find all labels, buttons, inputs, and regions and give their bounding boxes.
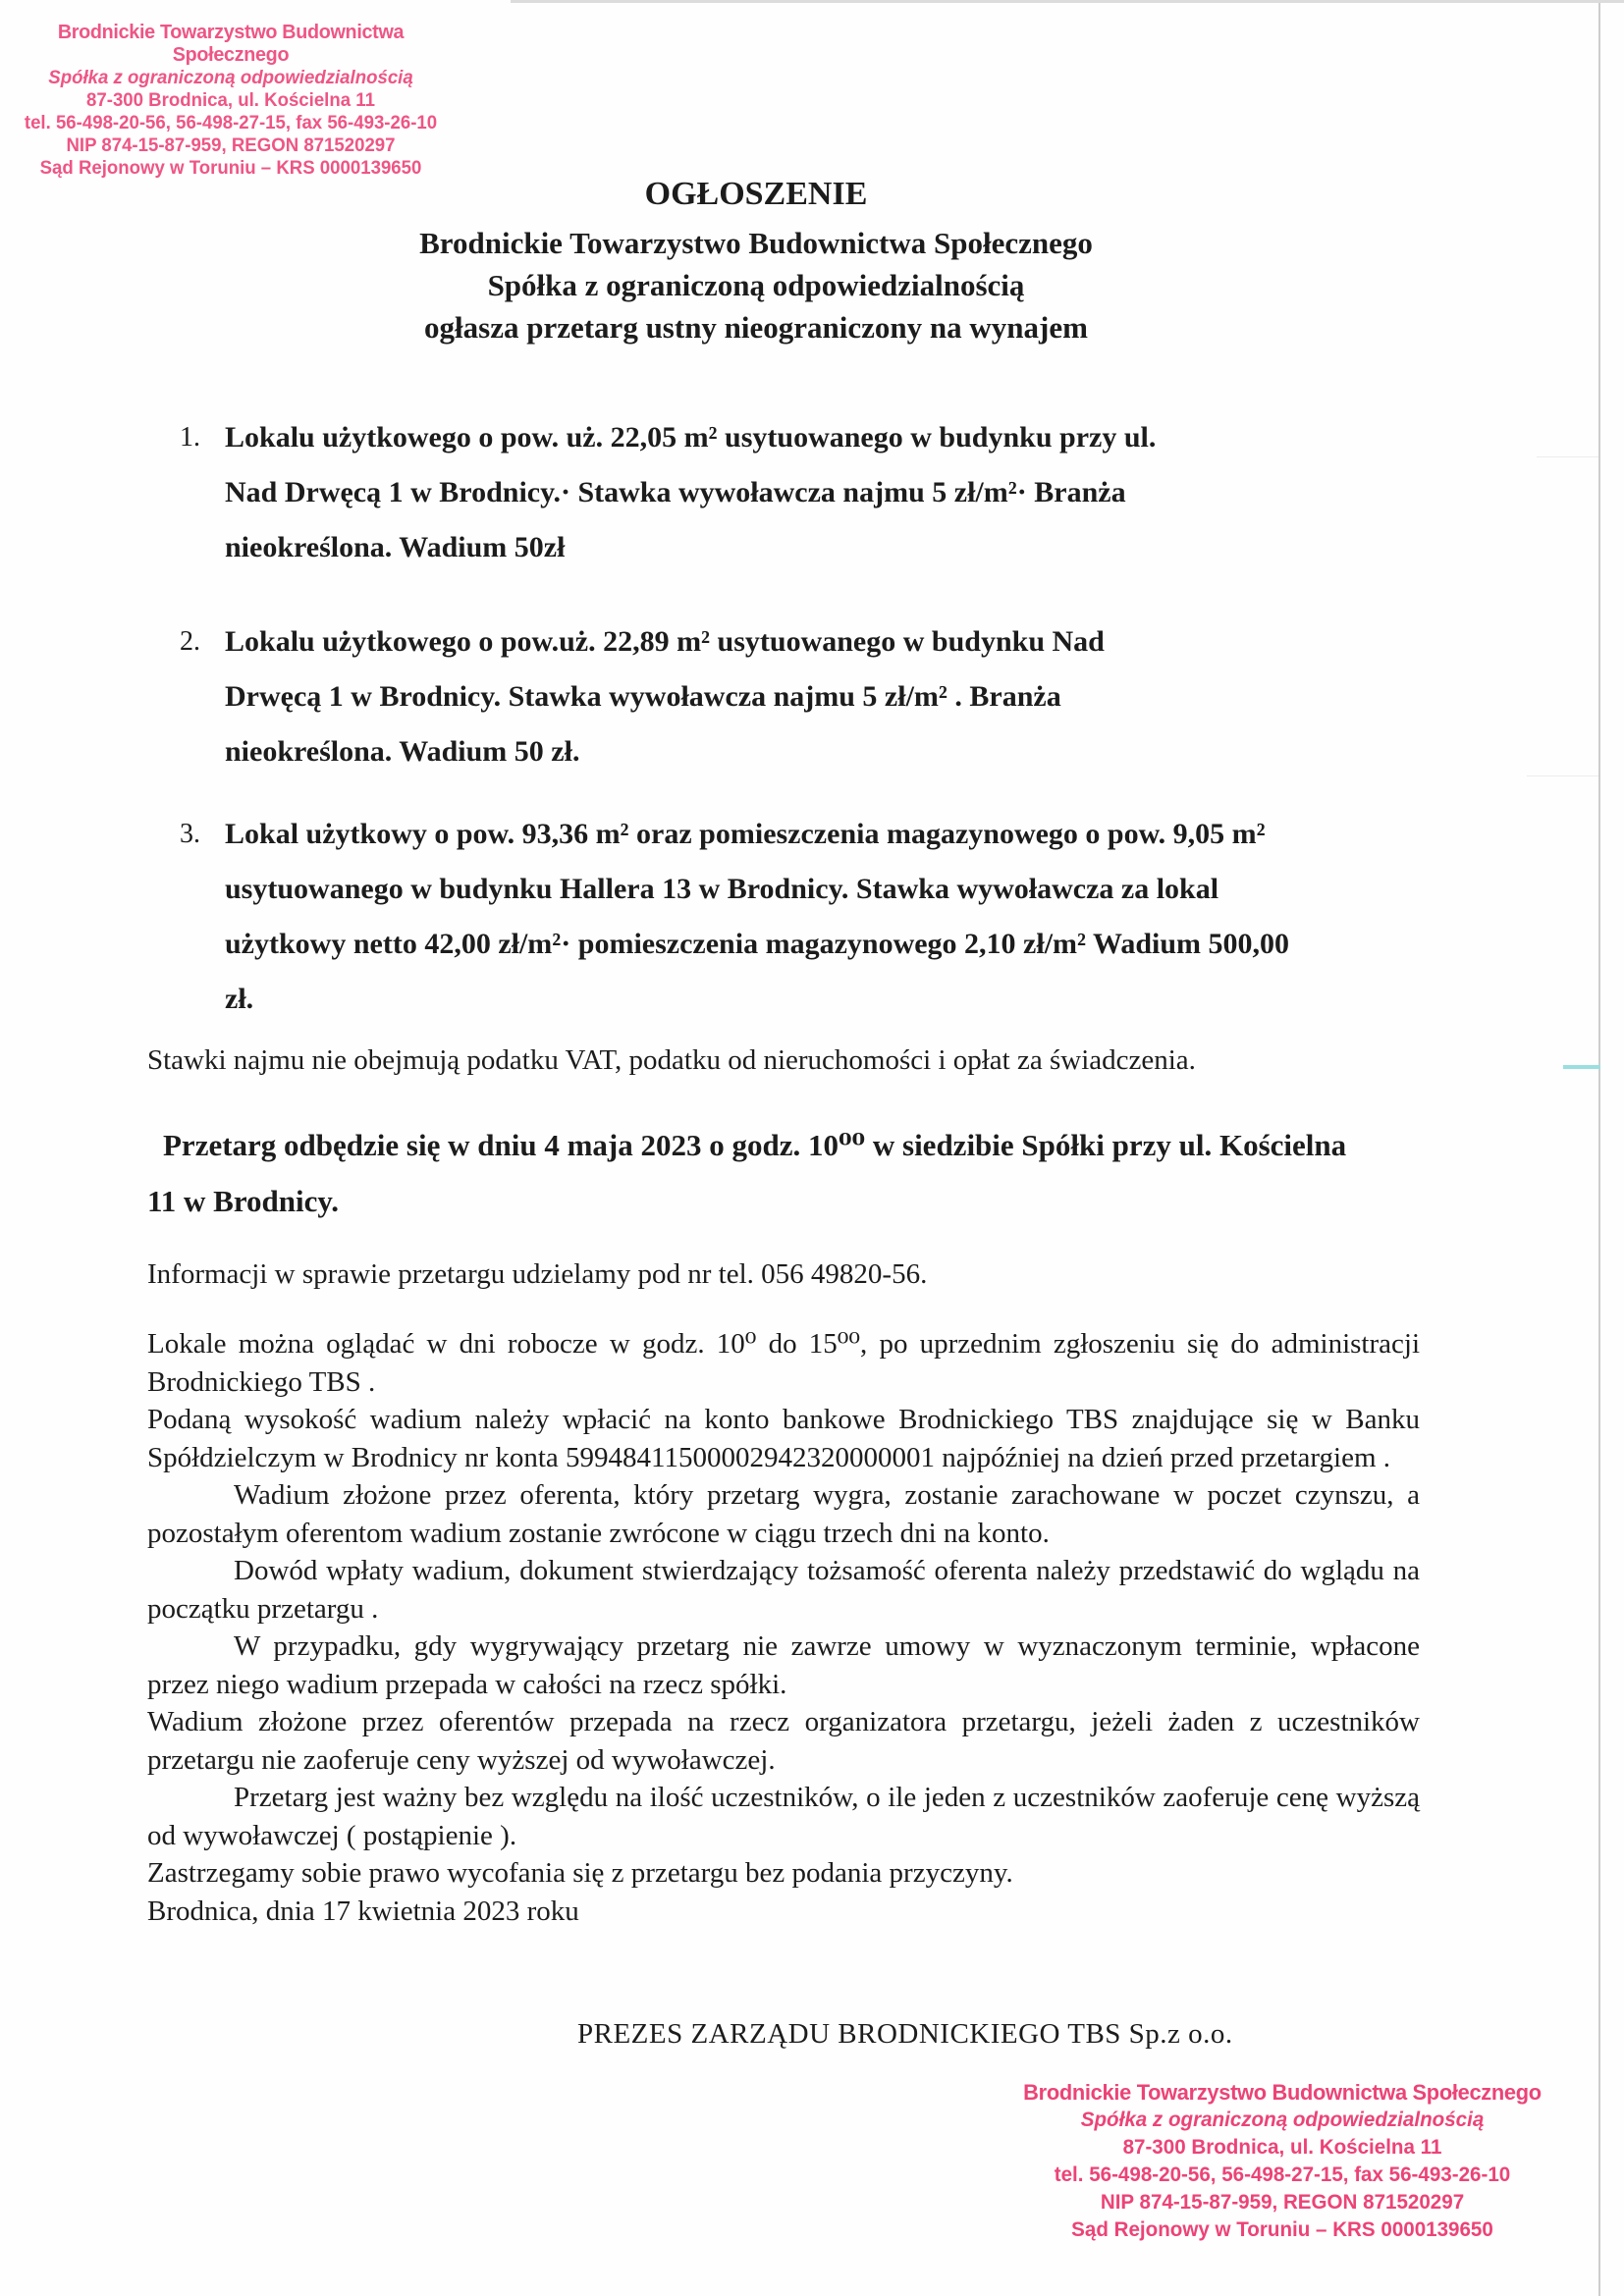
heading-block [147,173,1365,348]
stamp-nip-regon: NIP 874-15-87-959, REGON 871520297 [1100,2191,1465,2214]
item-text: Lokal użytkowy o pow. 93,36 m² oraz pomieszczenia magazynowego o pow. 9,05 m² usytuowanego w budynku Hallera 13 w Brodnicy. Stawka wywoławcza za lokal użytkowy netto 42,00 zł/m²· pomieszczenia magazynowego 2,10 zł/m² Wadium 500,00 zł. [225,818,1290,1015]
paragraph-date-place: Brodnica, dnia 17 kwietnia 2023 roku [147,1895,579,1927]
paragraph-contact-info: Informacji w sprawie przetargu udzielamy pod nr tel. 056 49820-56. [147,1258,928,1290]
page-title: OGŁOSZENIE [644,176,868,212]
scan-edge-top-line [511,0,1624,3]
scan-hairline [1537,456,1598,457]
item-text: Lokalu użytkowego o pow. uż. 22,05 m² usytuowanego w budynku przy ul. Nad Drwęcą 1 w Brodnicy.· Stawka wywoławcza najmu 5 zł/m²· Branża nieokreślona. Wadium 50zł [225,421,1157,563]
signature-line: PREZES ZARZĄDU BRODNICKIEGO TBS Sp.z o.o. [577,2018,1233,2050]
paragraph-deposit-proof: Dowód wpłaty wadium, dokument stwierdzający tożsamość oferenta należy przedstawić do wglądu na początku przetargu . [147,1555,1420,1625]
item-number: 1. [180,422,200,453]
paragraph-viewing-hours: Lokale można oglądać w dni robocze w godz. 10⁰ do 15⁰⁰, po uprzednim zgłoszeniu się do administracji Brodnickiego TBS . [147,1328,1420,1398]
stamp-court-krs: Sąd Rejonowy w Toruniu – KRS 0000139650 [1071,2218,1493,2241]
item-text: Lokalu użytkowego o pow.uż. 22,89 m² usytuowanego w budynku Nad Drwęcą 1 w Brodnicy. Stawka wywoławcza najmu 5 zł/m² . Branża nieokreślona. Wadium 50 zł. [225,625,1105,768]
list-item [180,410,1338,575]
heading-subtitle: ogłasza przetarg ustny nieograniczony na wynajem [424,310,1088,345]
stamp-legal-form: Spółka z ograniczoną odpowiedzialnością [1080,2109,1485,2131]
heading-company-name: Brodnickie Towarzystwo Budownictwa Społecznego [419,226,1093,260]
stamp-phone-fax: tel. 56-498-20-56, 56-498-27-15, fax 56-493-26-10 [24,113,438,133]
stamp-company-name: Brodnickie Towarzystwo Budownictwa Społecznego [57,22,405,66]
paragraph-auction-date: Przetarg odbędzie się w dniu 4 maja 2023 o godz. 10⁰⁰ w siedzibie Spółki przy ul. Kościelna 11 w Brodnicy. [147,1128,1347,1218]
paragraph-vat-note: Stawki najmu nie obejmują podatku VAT, podatku od nieruchomości i opłat za świadczenia. [147,1044,1196,1076]
company-stamp-top [15,22,448,180]
lot-list [180,410,1338,1027]
stamp-court-krs: Sąd Rejonowy w Toruniu – KRS 0000139650 [39,158,422,179]
paragraph-withdrawal-right: Zastrzegamy sobie prawo wycofania się z przetargu bez podania przyczyny. [147,1857,1013,1889]
heading-legal-form: Spółka z ograniczoną odpowiedzialnością [487,268,1025,302]
scan-hairline [1527,775,1598,776]
scan-edge-vertical-line [1598,0,1600,2296]
paragraph-deposit-forfeit: W przypadku, gdy wygrywający przetarg nie zawrze umowy w wyznaczonym terminie, wpłacone przez niego wadium przepada w całości na rzecz spółki. [147,1630,1420,1700]
paragraph-auction-validity: Przetarg jest ważny bez względu na ilość uczestników, o ile jeden z uczestników zaoferuje cenę wyższą od wywoławczej ( postąpienie ). [147,1782,1420,1851]
stamp-address: 87-300 Brodnica, ul. Kościelna 11 [1122,2136,1442,2159]
stamp-address: 87-300 Brodnica, ul. Kościelna 11 [86,90,375,111]
paragraph-deposit-winner: Wadium złożone przez oferenta, który przetarg wygra, zostanie zarachowane w poczet czynszu, a pozostałym oferentom wadium zostanie zwrócone w ciągu trzech dni na konto. [147,1479,1420,1549]
list-item [180,807,1338,1027]
item-number: 2. [180,626,200,657]
terms-block [147,1325,1420,1930]
stamp-phone-fax: tel. 56-498-20-56, 56-498-27-15, fax 56-493-26-10 [1054,2163,1511,2186]
company-stamp-bottom [1022,2079,1542,2244]
paragraph-deposit-organizer: Wadium złożone przez oferentów przepada na rzecz organizatora przetargu, jeżeli żaden z uczestników przetargu nie zaoferuje ceny wyższej od wywoławczej. [147,1706,1420,1776]
stamp-company-name: Brodnickie Towarzystwo Budownictwa Społecznego [1023,2080,1542,2105]
stamp-nip-regon: NIP 874-15-87-959, REGON 871520297 [66,135,396,156]
scan-cyan-mark [1563,1065,1600,1069]
paragraph-bank-account: Podaną wysokość wadium należy wpłacić na konto bankowe Brodnickiego TBS znajdujące się w Banku Spółdzielczym w Brodnicy nr konta 59948411500002942320000001 najpóźniej na dzień przed przetargiem . [147,1404,1420,1473]
stamp-legal-form: Spółka z ograniczoną odpowiedzialnością [48,68,413,88]
list-item [180,614,1338,779]
item-number: 3. [180,819,200,849]
